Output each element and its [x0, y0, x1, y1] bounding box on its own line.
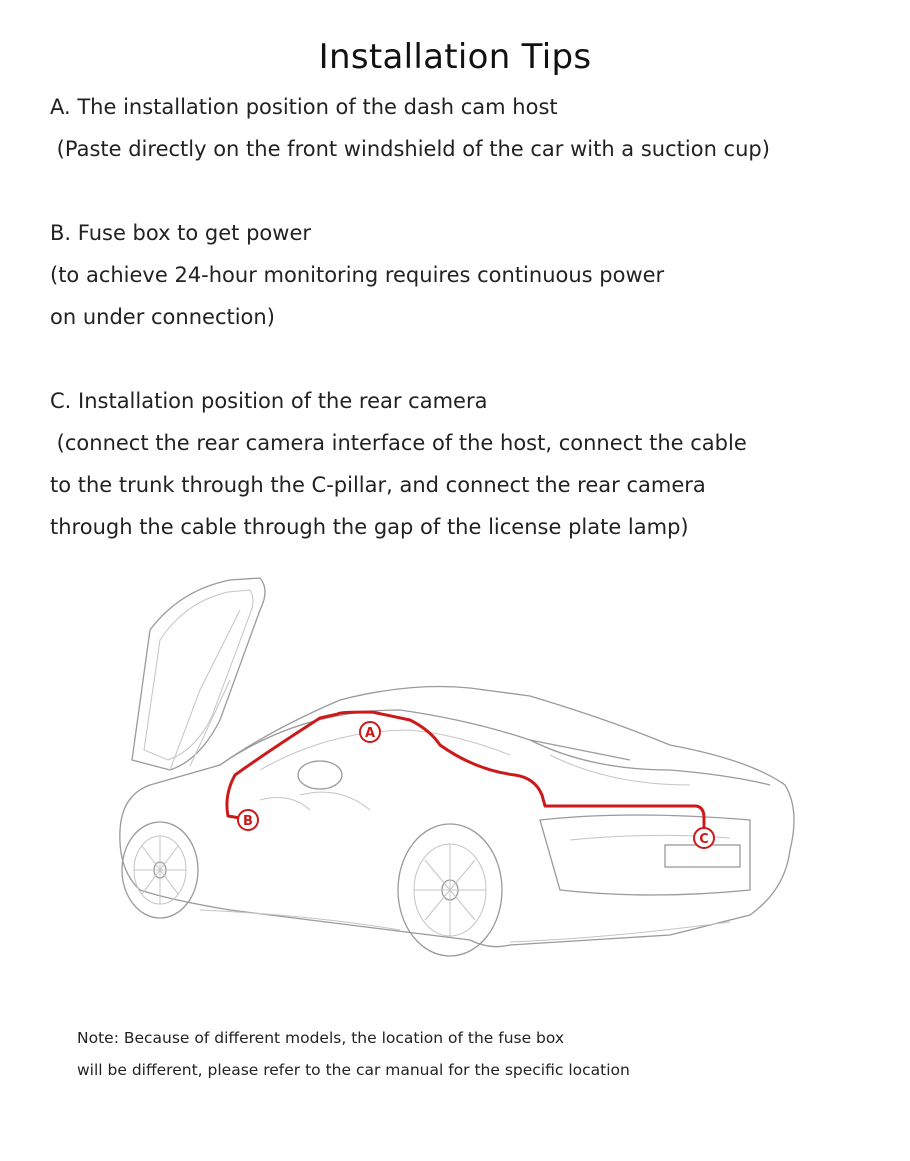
tip-c: [50, 380, 880, 548]
tip-a: [50, 86, 880, 170]
note-line-2: will be different, please refer to the car manual for the specific location: [77, 1061, 630, 1079]
tip-b: [50, 212, 880, 338]
tip-c-detail-3: through the cable through the gap of the license plate lamp): [50, 515, 689, 539]
tip-b-detail-2: on under connection): [50, 305, 275, 329]
marker-c-label: C: [699, 832, 709, 847]
tip-b-heading: B. Fuse box to get power: [50, 221, 311, 245]
note: [77, 1022, 877, 1086]
marker-b-label: B: [243, 814, 253, 829]
tip-c-detail-1: (connect the rear camera interface of the host, connect the cable: [50, 431, 747, 455]
marker-c: [694, 828, 714, 848]
tip-c-detail-2: to the trunk through the C-pillar, and connect the rear camera: [50, 473, 706, 497]
note-line-1: Note: Because of different models, the location of the fuse box: [77, 1029, 565, 1047]
page-title: Installation Tips: [318, 36, 592, 77]
tip-b-detail-1: (to achieve 24-hour monitoring requires continuous power: [50, 263, 665, 287]
marker-a-label: A: [364, 726, 376, 741]
tip-a-detail: (Paste directly on the front windshield of the car with a suction cup): [50, 137, 770, 161]
car-installation-diagram: [110, 570, 810, 970]
car-sketch: [120, 578, 794, 956]
tip-c-heading: C. Installation position of the rear camera: [50, 389, 488, 413]
tip-a-heading: A. The installation position of the dash cam host: [50, 95, 558, 119]
marker-a: [360, 722, 380, 742]
marker-b: [238, 810, 258, 830]
